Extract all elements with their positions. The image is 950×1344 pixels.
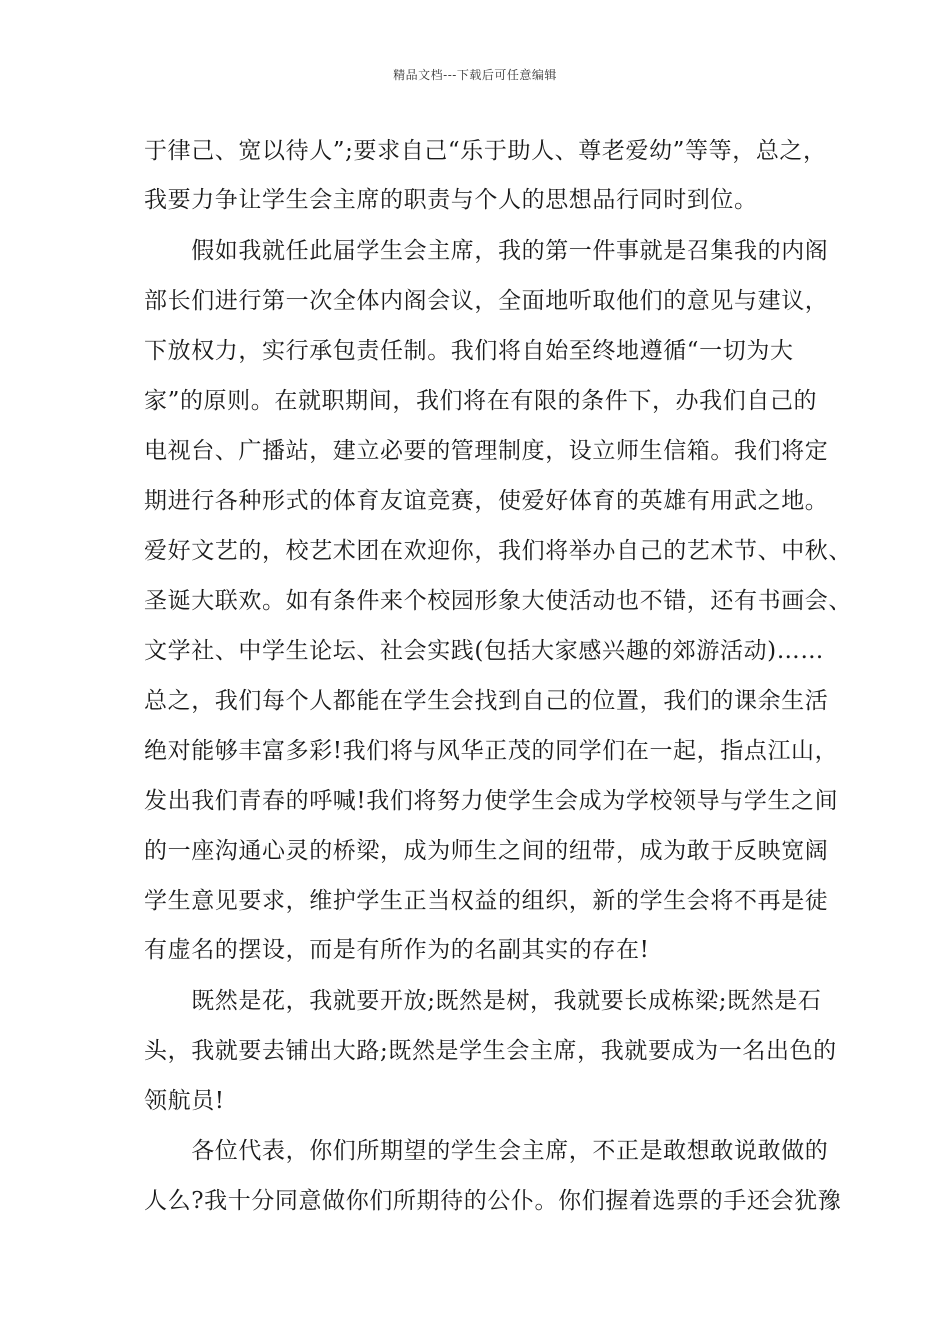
text-line: 家”的原则。在就职期间，我们将在有限的条件下，办我们自己的 — [144, 388, 818, 414]
text-line: 部长们进行第一次全体内阁会议，全面地听取他们的意见与建议， — [144, 288, 829, 314]
text-line: 圣诞大联欢。如有条件来个校园形象大使活动也不错，还有书画会、 — [144, 588, 852, 614]
text-line: 绝对能够丰富多彩!我们将与风华正茂的同学们在一起，指点江山， — [144, 738, 839, 764]
text-line: 各位代表，你们所期望的学生会主席，不正是敢想敢说敢做的 — [144, 1138, 829, 1164]
text-line: 学生意见要求，维护学生正当权益的组织，新的学生会将不再是徒 — [144, 888, 829, 914]
text-line: 总之，我们每个人都能在学生会找到自己的位置，我们的课余生活 — [144, 688, 829, 714]
text-line: 于律己、宽以待人”;要求自己“乐于助人、尊老爱幼”等等，总之， — [144, 138, 827, 164]
page-header: 精品文档---下载后可任意编辑 — [393, 68, 557, 82]
text-line: 电视台、广播站，建立必要的管理制度，设立师生信箱。我们将定 — [144, 438, 829, 464]
text-line: 头，我就要去铺出大路;既然是学生会主席，我就要成为一名出色的 — [144, 1038, 837, 1064]
text-line: 的一座沟通心灵的桥梁，成为师生之间的纽带，成为敢于反映宽阔 — [144, 838, 829, 864]
text-line: 期进行各种形式的体育友谊竞赛，使爱好体育的英雄有用武之地。 — [144, 488, 829, 514]
text-line: 下放权力，实行承包责任制。我们将自始至终地遵循“一切为大 — [144, 338, 794, 364]
text-line: 领航员! — [144, 1088, 225, 1114]
text-line: 我要力争让学生会主席的职责与个人的思想品行同时到位。 — [144, 187, 758, 213]
text-line: 文学社、中学生论坛、社会实践(包括大家感兴趣的郊游活动)…… — [144, 638, 824, 664]
text-line: 人么?我十分同意做你们所期待的公仆。你们握着选票的手还会犹豫 — [144, 1188, 842, 1214]
text-line: 假如我就任此届学生会主席，我的第一件事就是召集我的内阁 — [144, 238, 829, 264]
text-line: 爱好文艺的，校艺术团在欢迎你，我们将举办自己的艺术节、中秋、 — [144, 538, 852, 564]
text-line: 有虚名的摆设，而是有所作为的名副其实的存在! — [144, 937, 650, 963]
text-line: 既然是花，我就要开放;既然是树，我就要长成栋梁;既然是石 — [144, 988, 822, 1014]
text-line: 发出我们青春的呼喊!我们将努力使学生会成为学校领导与学生之间 — [144, 788, 839, 814]
